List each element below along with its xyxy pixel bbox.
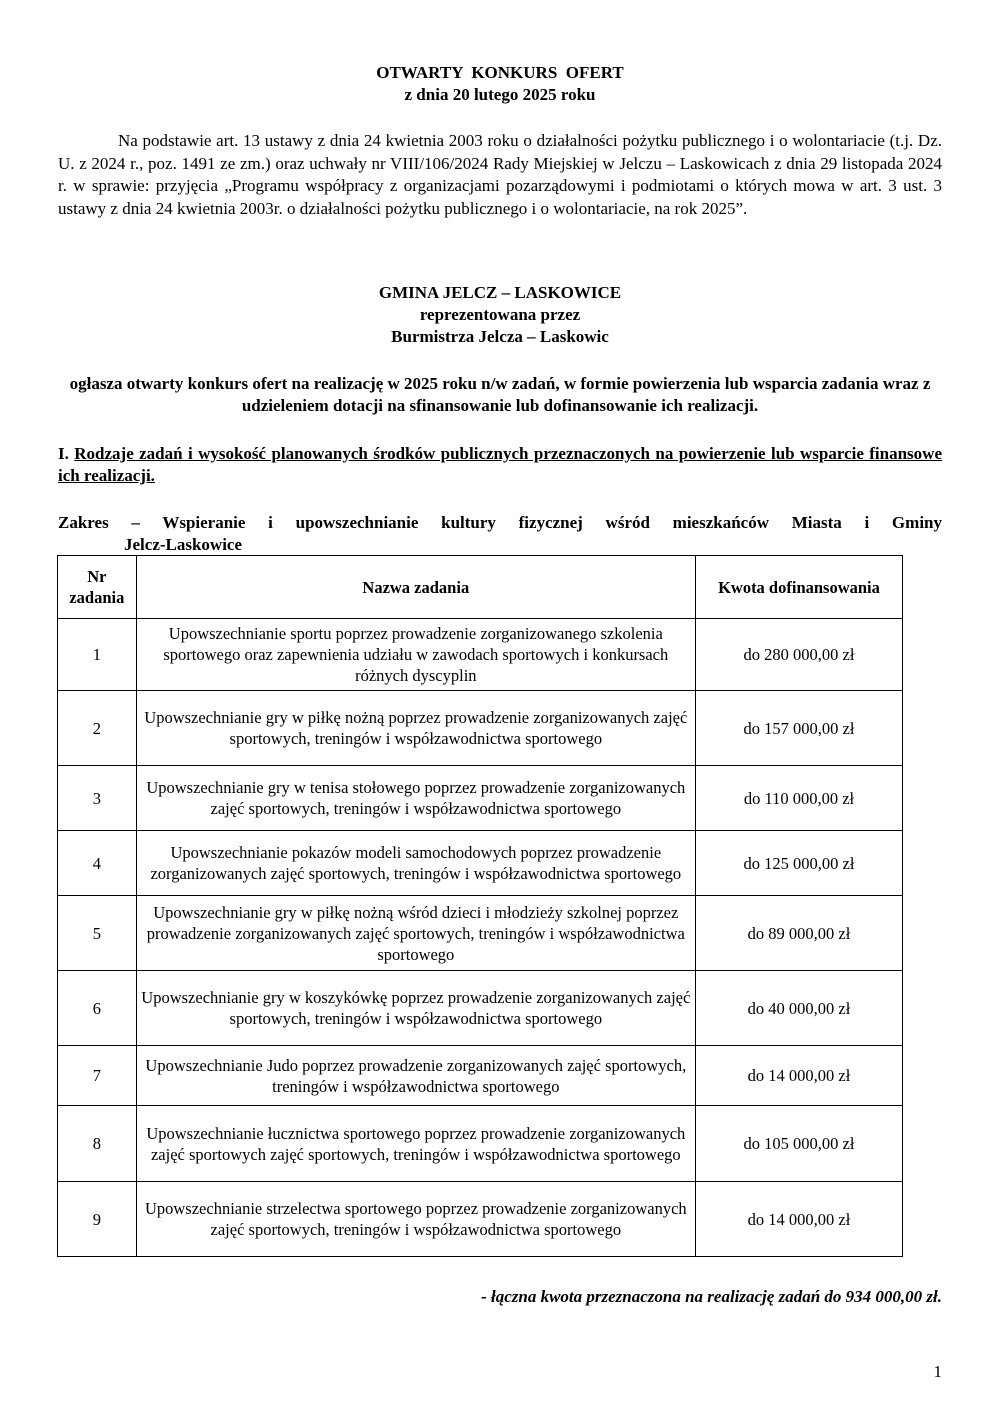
intro-paragraph: Na podstawie art. 13 ustawy z dnia 24 kwietnia 2003 roku o działalności pożytku publicznego i o wolontariacie (t.j. Dz. U. z 2024 r., poz. 1491 ze zm.) oraz uchwały nr VIII/106/2024 Rady Miejskiej w Jelczu – Laskowicach z dnia 29 listopada 2024 r. w sprawie: przyjęcia „Programu współpracy z organizacjami pozarządowymi i podmiotami o których mowa w art. 3 ust. 3 ustawy z dnia 24 kwietnia 2003r. o działalności pożytku publicznego i o wolontariacie, na rok 2025”. — [58, 131, 942, 218]
scope-label: Zakres – Wspieranie i upowszechnianie kultury fizycznej wśród mieszkańców Miasta i Gminy — [58, 513, 942, 532]
total-amount: - łączna kwota przeznaczona na realizację zadań do 934 000,00 zł. — [481, 1287, 942, 1306]
organizer-mayor: Burmistrza Jelcza – Laskowic — [391, 327, 609, 346]
cell-nr: 2 — [58, 691, 137, 766]
cell-amount: do 14 000,00 zł — [695, 1046, 902, 1106]
organizer-block — [0, 282, 1000, 348]
header-amount: Kwota dofinansowania — [695, 556, 902, 619]
header-name: Nazwa zadania — [136, 556, 695, 619]
tasks-table — [57, 555, 903, 1257]
table-row — [58, 691, 903, 766]
cell-nr: 9 — [58, 1182, 137, 1257]
table-row — [58, 1182, 903, 1257]
cell-amount: do 40 000,00 zł — [695, 971, 902, 1046]
cell-nr: 7 — [58, 1046, 137, 1106]
organizer-name: GMINA JELCZ – LASKOWICE — [378, 283, 622, 302]
cell-amount: do 110 000,00 zł — [695, 766, 902, 831]
cell-amount: do 125 000,00 zł — [695, 831, 902, 896]
title-block — [0, 62, 1000, 106]
cell-amount: do 157 000,00 zł — [695, 691, 902, 766]
cell-amount: do 89 000,00 zł — [695, 896, 902, 971]
cell-name: Upowszechnianie sportu poprzez prowadzenie zorganizowanego szkolenia sportowego oraz zapewnienia udziału w zawodach sportowych i konkursach różnych dyscyplin — [136, 619, 695, 691]
cell-name: Upowszechnianie pokazów modeli samochodowych poprzez prowadzenie zorganizowanych zajęć sportowych, treningów i współzawodnictwa sportowego — [136, 831, 695, 896]
cell-nr: 8 — [58, 1106, 137, 1182]
cell-name: Upowszechnianie strzelectwa sportowego poprzez prowadzenie zorganizowanych zajęć sportowych, treningów i współzawodnictwa sportowego — [136, 1182, 695, 1257]
table-header-row — [58, 556, 903, 619]
document-date: z dnia 20 lutego 2025 roku — [404, 85, 596, 104]
table-row — [58, 971, 903, 1046]
cell-amount: do 14 000,00 zł — [695, 1182, 902, 1257]
scope-label-cont: Jelcz-Laskowice — [124, 535, 243, 554]
organizer-represented: reprezentowana przez — [419, 305, 581, 324]
cell-amount: do 105 000,00 zł — [695, 1106, 902, 1182]
cell-name: Upowszechnianie gry w piłkę nożną poprzez prowadzenie zorganizowanych zajęć sportowych, treningów i współzawodnictwa sportowego — [136, 691, 695, 766]
table-row — [58, 1106, 903, 1182]
cell-name: Upowszechnianie gry w tenisa stołowego poprzez prowadzenie zorganizowanych zajęć sportowych, treningów i współzawodnictwa sportowego — [136, 766, 695, 831]
header-nr: Nr zadania — [58, 556, 137, 619]
cell-nr: 5 — [58, 896, 137, 971]
cell-nr: 6 — [58, 971, 137, 1046]
cell-nr: 3 — [58, 766, 137, 831]
cell-name: Upowszechnianie gry w piłkę nożną wśród dzieci i młodzieży szkolnej poprzez prowadzenie zorganizowanych zajęć sportowych, treningów i współzawodnictwa sportowego — [136, 896, 695, 971]
table-row — [58, 1046, 903, 1106]
section-title: Rodzaje zadań i wysokość planowanych środków publicznych przeznaczonych na powierzenie lub wsparcie finansowe ich realizacji. — [58, 444, 942, 485]
section-heading — [58, 443, 942, 487]
cell-name: Upowszechnianie łucznictwa sportowego poprzez prowadzenie zorganizowanych zajęć sportowych zajęć sportowych, treningów i współzawodnictwa sportowego — [136, 1106, 695, 1182]
cell-nr: 1 — [58, 619, 137, 691]
announcement: ogłasza otwarty konkurs ofert na realizację w 2025 roku n/w zadań, w formie powierzenia lub wsparcia zadania wraz z udzieleniem dotacji na sfinansowanie lub dofinansowanie ich realizacji. — [69, 374, 931, 415]
table-row — [58, 619, 903, 691]
section-number: I. — [58, 444, 69, 463]
table-row — [58, 766, 903, 831]
cell-amount: do 280 000,00 zł — [695, 619, 902, 691]
cell-nr: 4 — [58, 831, 137, 896]
cell-name: Upowszechnianie Judo poprzez prowadzenie zorganizowanych zajęć sportowych, treningów i współzawodnictwa sportowego — [136, 1046, 695, 1106]
table-row — [58, 831, 903, 896]
document-title: OTWARTY KONKURS OFERT — [376, 63, 624, 82]
table-row — [58, 896, 903, 971]
page-number: 1 — [933, 1362, 942, 1381]
cell-name: Upowszechnianie gry w koszykówkę poprzez prowadzenie zorganizowanych zajęć sportowych, treningów i współzawodnictwa sportowego — [136, 971, 695, 1046]
scope-heading — [58, 512, 942, 556]
